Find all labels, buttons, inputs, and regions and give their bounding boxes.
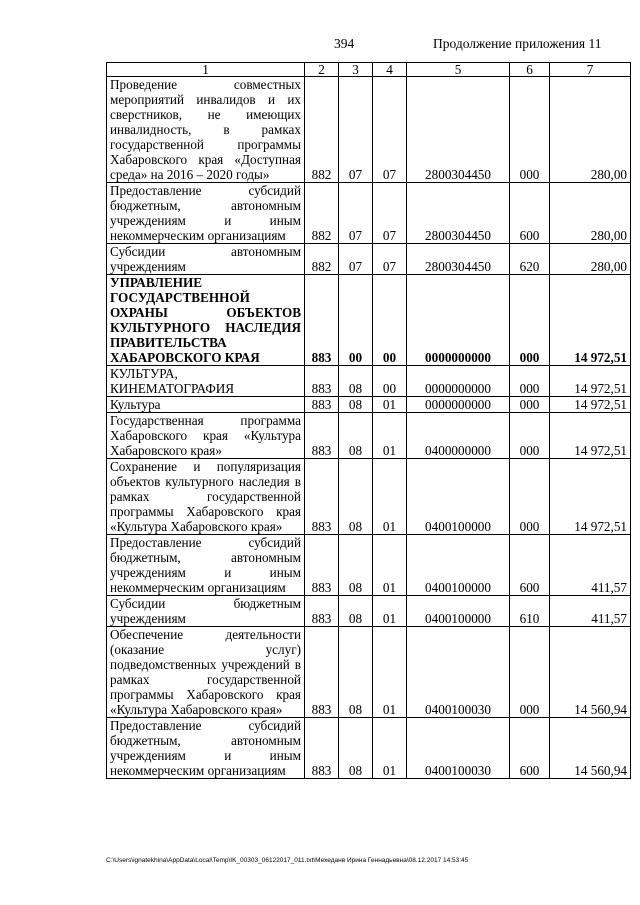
table-header-row — [107, 63, 631, 77]
row-code-section: 08 — [339, 459, 373, 535]
row-amount: 14 560,94 — [550, 627, 631, 718]
row-code-target: 0400100000 — [407, 535, 510, 596]
row-code-admin: 882 — [305, 244, 339, 275]
row-code-admin: 883 — [305, 459, 339, 535]
table-row — [107, 77, 631, 183]
row-code-type: 600 — [510, 535, 550, 596]
row-amount: 280,00 — [550, 77, 631, 183]
row-code-target: 0000000000 — [407, 397, 510, 413]
column-header: 5 — [407, 63, 510, 77]
row-name: Проведение совместных мероприятий инвалидов и их сверстников, не имеющих инвалидность, в рамках государственной программы Хабаровского края «Доступная среда» на 2016 – 2020 годы» — [107, 77, 305, 183]
row-code-subsection: 00 — [373, 366, 407, 397]
row-code-admin: 883 — [305, 275, 339, 366]
row-code-type: 000 — [510, 397, 550, 413]
row-code-target: 2800304450 — [407, 77, 510, 183]
row-amount: 14 972,51 — [550, 275, 631, 366]
row-code-subsection: 01 — [373, 459, 407, 535]
table-row — [107, 596, 631, 627]
row-code-admin: 883 — [305, 397, 339, 413]
table-row — [107, 397, 631, 413]
budget-table — [106, 62, 631, 779]
row-code-type: 000 — [510, 627, 550, 718]
row-amount: 280,00 — [550, 244, 631, 275]
table-row — [107, 244, 631, 275]
row-name: Культура — [107, 397, 305, 413]
row-code-target: 2800304450 — [407, 183, 510, 244]
row-code-target: 0000000000 — [407, 275, 510, 366]
row-code-subsection: 01 — [373, 535, 407, 596]
row-name: Государственная программа Хабаровского края «Культура Хабаровского края» — [107, 413, 305, 459]
row-amount: 14 972,51 — [550, 413, 631, 459]
row-name: КУЛЬТУРА, КИНЕМАТОГРАФИЯ — [107, 366, 305, 397]
table-row — [107, 413, 631, 459]
row-code-admin: 882 — [305, 183, 339, 244]
row-code-subsection: 00 — [373, 275, 407, 366]
row-name: Субсидии бюджетным учреждениям — [107, 596, 305, 627]
row-amount: 411,57 — [550, 596, 631, 627]
row-code-subsection: 01 — [373, 627, 407, 718]
row-code-type: 000 — [510, 459, 550, 535]
row-name: Предоставление субсидий бюджетным, автономным учреждениям и иным некоммерческим организациям — [107, 535, 305, 596]
row-code-admin: 883 — [305, 366, 339, 397]
column-header: 7 — [550, 63, 631, 77]
column-header: 6 — [510, 63, 550, 77]
row-code-target: 0400000000 — [407, 413, 510, 459]
row-code-section: 00 — [339, 275, 373, 366]
row-code-type: 610 — [510, 596, 550, 627]
column-header: 3 — [339, 63, 373, 77]
row-code-target: 0400100000 — [407, 459, 510, 535]
row-code-section: 07 — [339, 183, 373, 244]
row-code-type: 000 — [510, 413, 550, 459]
row-amount: 411,57 — [550, 535, 631, 596]
row-code-section: 08 — [339, 413, 373, 459]
row-amount: 14 560,94 — [550, 718, 631, 779]
row-code-subsection: 07 — [373, 77, 407, 183]
table-row — [107, 183, 631, 244]
row-code-subsection: 01 — [373, 413, 407, 459]
row-code-type: 000 — [510, 77, 550, 183]
row-name: УПРАВЛЕНИЕ ГОСУДАРСТВЕННОЙ ОХРАНЫ ОБЪЕКТОВ КУЛЬТУРНОГО НАСЛЕДИЯ ПРАВИТЕЛЬСТВА ХАБАРОВСКОГО КРАЯ — [107, 275, 305, 366]
row-name: Обеспечение деятельности (оказание услуг) подведомственных учреждений в рамках государственной программы Хабаровского края «Культура Хабаровского края» — [107, 627, 305, 718]
row-name: Предоставление субсидий бюджетным, автономным учреждениям и иным некоммерческим организациям — [107, 718, 305, 779]
row-code-subsection: 01 — [373, 596, 407, 627]
row-code-section: 07 — [339, 77, 373, 183]
row-code-admin: 883 — [305, 627, 339, 718]
page-number: 394 — [334, 36, 355, 51]
column-header: 1 — [107, 63, 305, 77]
table-row — [107, 718, 631, 779]
row-code-target: 0000000000 — [407, 366, 510, 397]
file-path-footer: C:\Users\ignatekhina\AppData\Local\Temp\IK_00303_06122017_011.txt\Мехеданв Ирина Геннадьевна\08.12.2017 14:53:45 — [106, 857, 469, 864]
row-amount: 14 972,51 — [550, 459, 631, 535]
row-amount: 14 972,51 — [550, 397, 631, 413]
row-code-subsection: 07 — [373, 244, 407, 275]
row-name: Сохранение и популяризация объектов культурного наследия в рамках государственной программы Хабаровского края «Культура Хабаровского края» — [107, 459, 305, 535]
row-code-admin: 883 — [305, 718, 339, 779]
row-code-type: 600 — [510, 718, 550, 779]
row-code-section: 08 — [339, 718, 373, 779]
row-code-subsection: 07 — [373, 183, 407, 244]
row-code-section: 08 — [339, 627, 373, 718]
row-code-admin: 883 — [305, 535, 339, 596]
row-code-section: 08 — [339, 366, 373, 397]
row-code-section: 08 — [339, 397, 373, 413]
row-code-target: 0400100030 — [407, 718, 510, 779]
row-code-target: 0400100030 — [407, 627, 510, 718]
continuation-note: Продолжение приложения 11 — [433, 36, 602, 51]
row-code-target: 0400100000 — [407, 596, 510, 627]
row-code-type: 000 — [510, 275, 550, 366]
row-code-type: 620 — [510, 244, 550, 275]
row-name: Предоставление субсидий бюджетным, автономным учреждениям и иным некоммерческим организациям — [107, 183, 305, 244]
row-code-subsection: 01 — [373, 397, 407, 413]
row-code-type: 600 — [510, 183, 550, 244]
row-code-admin: 883 — [305, 596, 339, 627]
table-row — [107, 459, 631, 535]
row-code-section: 08 — [339, 535, 373, 596]
table-row — [107, 366, 631, 397]
column-header: 4 — [373, 63, 407, 77]
table-row — [107, 535, 631, 596]
row-code-admin: 882 — [305, 77, 339, 183]
table-row — [107, 627, 631, 718]
row-code-subsection: 01 — [373, 718, 407, 779]
row-code-section: 08 — [339, 596, 373, 627]
table-row — [107, 275, 631, 366]
row-amount: 280,00 — [550, 183, 631, 244]
row-code-target: 2800304450 — [407, 244, 510, 275]
row-code-admin: 883 — [305, 413, 339, 459]
row-code-type: 000 — [510, 366, 550, 397]
row-name: Субсидии автономным учреждениям — [107, 244, 305, 275]
row-code-section: 07 — [339, 244, 373, 275]
column-header: 2 — [305, 63, 339, 77]
row-amount: 14 972,51 — [550, 366, 631, 397]
